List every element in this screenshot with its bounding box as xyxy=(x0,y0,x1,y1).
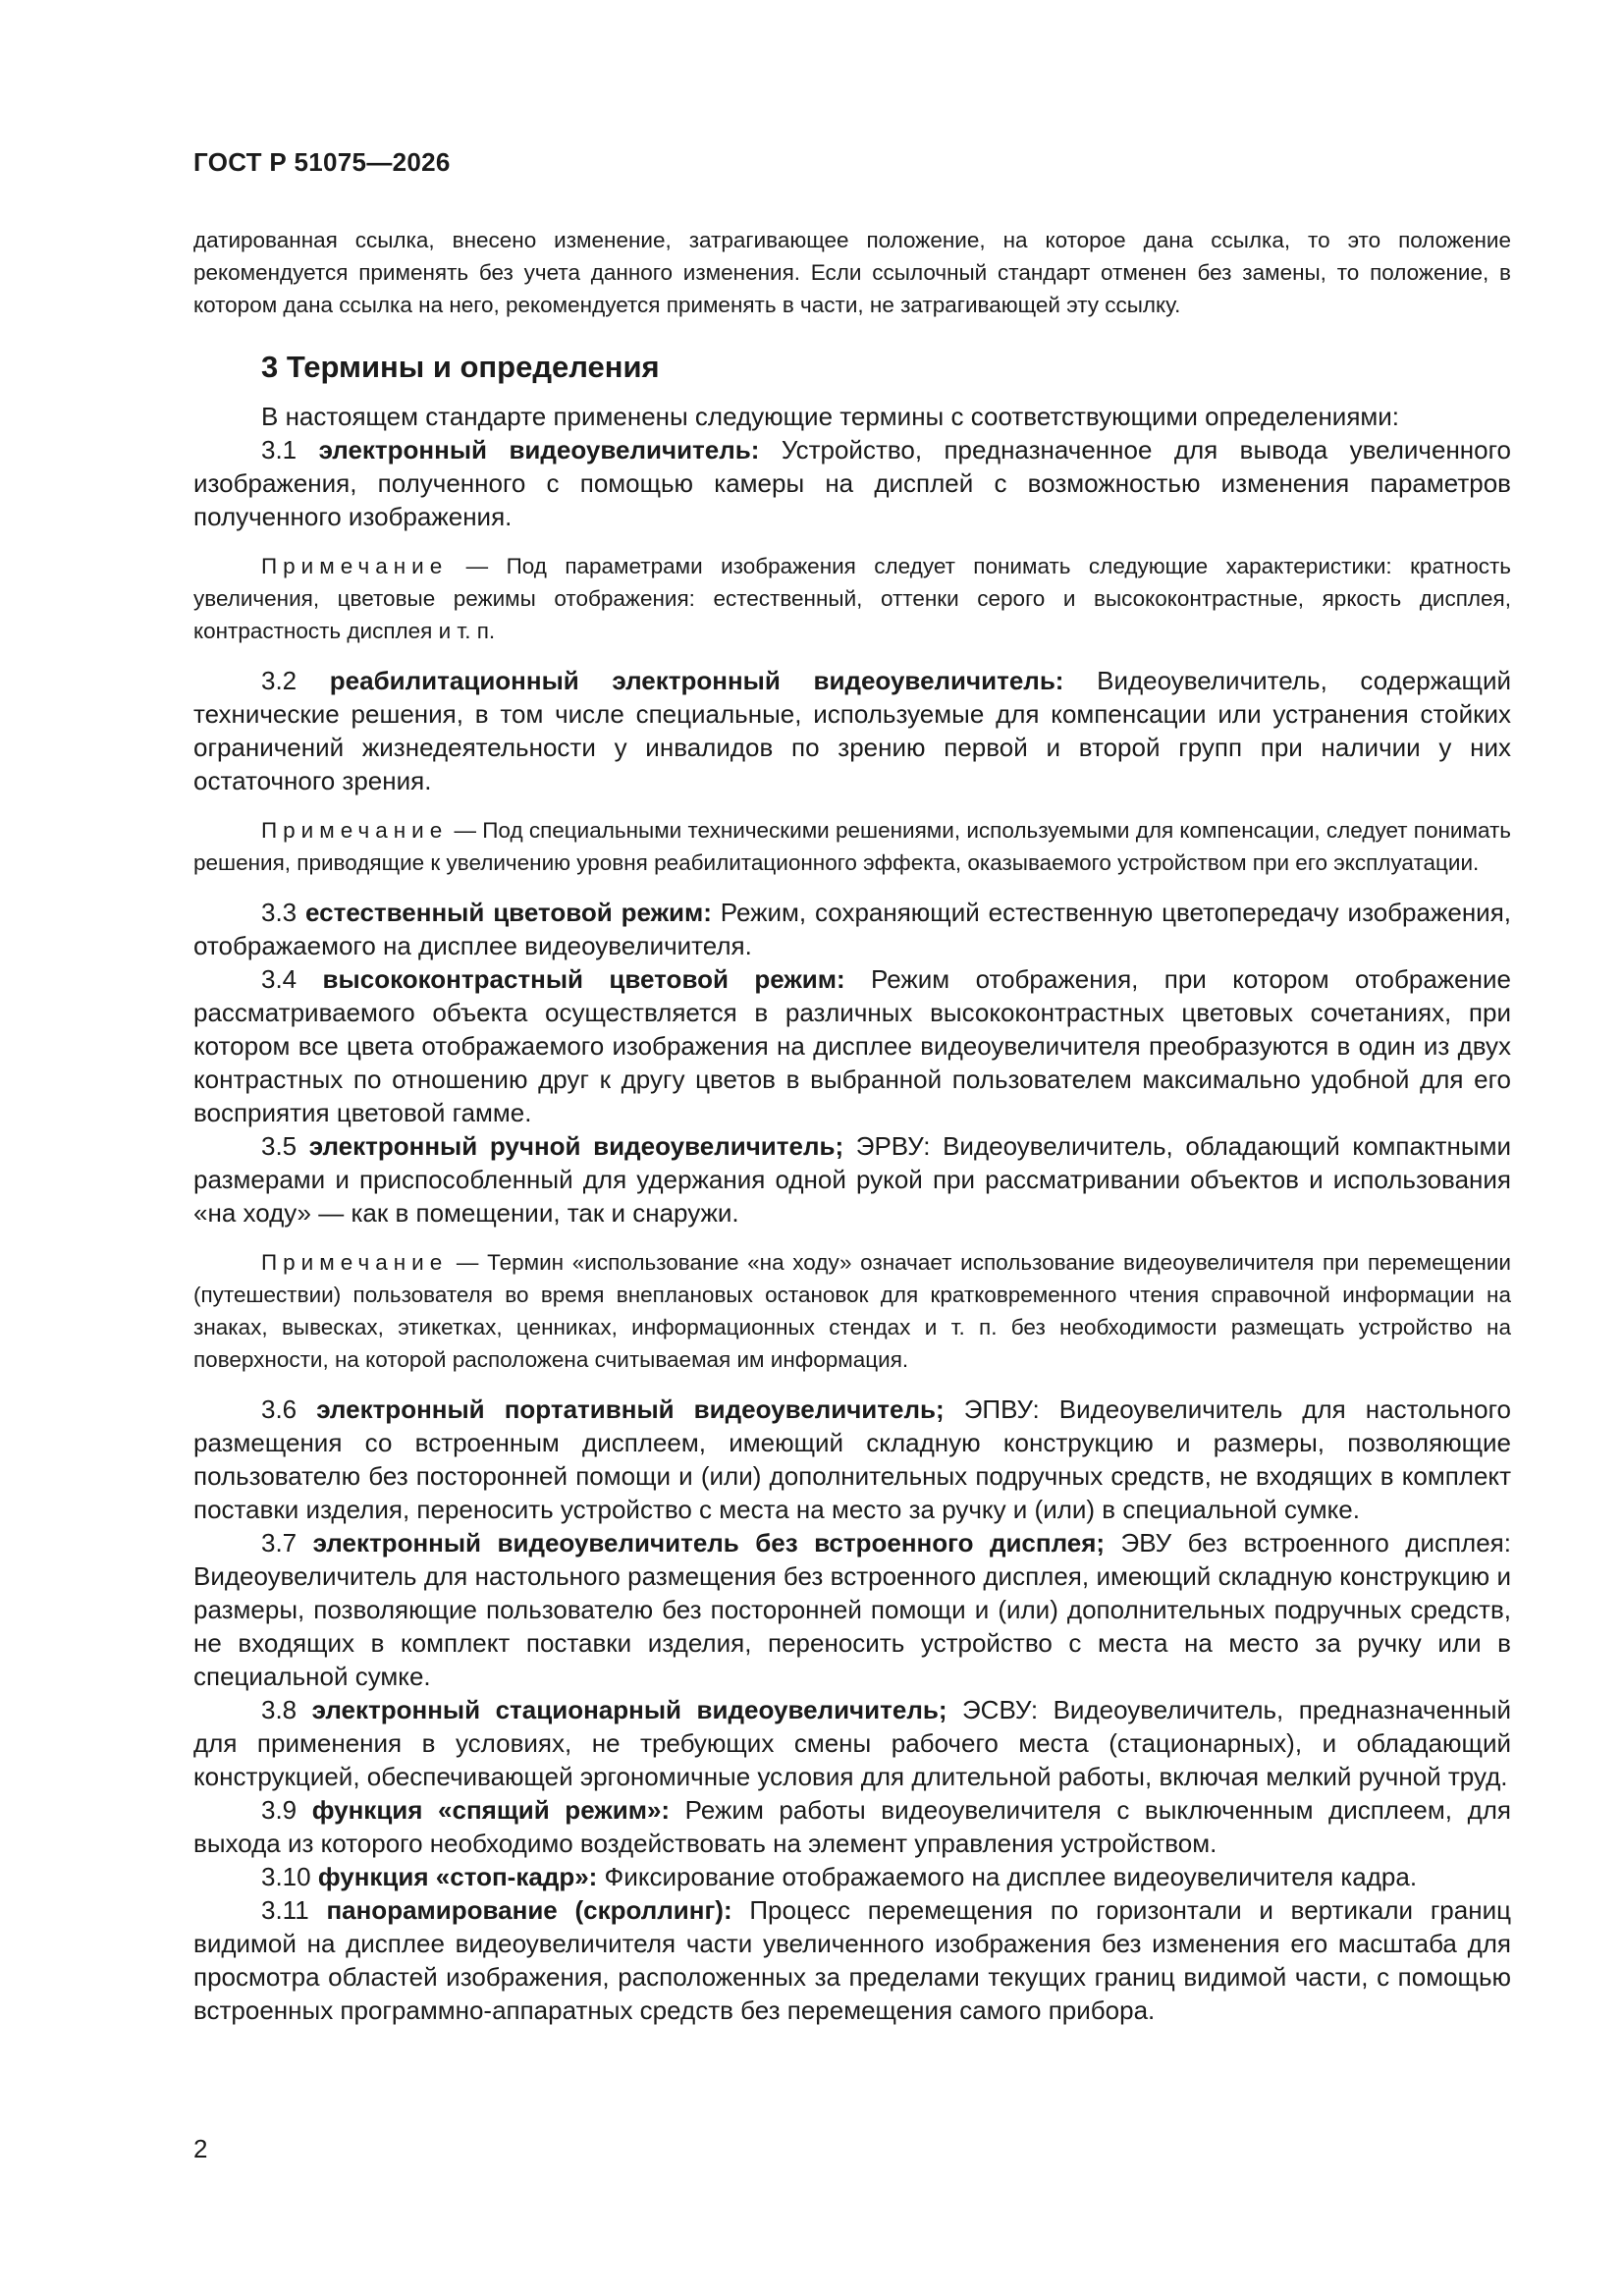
term-number: 3.8 xyxy=(261,1695,298,1724)
term-definition: Режим, сохраняющий естественную цветопередачу изображения, отображаемого на дисплее видеоувеличителя. xyxy=(193,898,1512,960)
term-3-10 xyxy=(193,1860,1511,1893)
note-text: — Под параметрами изображения следует понимать следующие характеристики: кратность увеличения, цветовые режимы отображения: естественный, оттенки серого и высококонтрастные, яркость дисплея, контрастность дисплея и т. п. xyxy=(193,554,1511,643)
intro-paragraph: датированная ссылка, внесено изменение, затрагивающее положение, на которое дана ссылка, то это положение рекомендуется применять без учета данного изменения. Если ссылочный стандарт отменен без замены, то положение, в котором дана ссылка на него, рекомендуется применять в части, не затрагивающей эту ссылку. xyxy=(193,228,1511,317)
section-title: 3 Термины и определения xyxy=(261,350,660,384)
term-3-7 xyxy=(193,1526,1511,1693)
term-3-4 xyxy=(193,962,1511,1129)
section-lead: В настоящем стандарте применены следующие термины с соответствующими определениями: xyxy=(261,402,1400,431)
term-name: электронный стационарный видеоувеличитель; xyxy=(311,1695,947,1724)
term-definition: Режим работы видеоувеличителя с выключенным дисплеем, для выхода из которого необходимо воздействовать на элемент управления устройством. xyxy=(193,1795,1511,1858)
term-name: функция «стоп-кадр»: xyxy=(317,1862,598,1891)
term-definition: ЭРВУ: Видеоувеличитель, обладающий компактными размерами и приспособленный для удержания одной рукой при рассматривании объектов и использования «на ходу» — как в помещении, так и снаружи. xyxy=(193,1131,1511,1228)
term-3-3 xyxy=(193,896,1511,962)
term-name: естественный цветовой режим: xyxy=(305,898,712,927)
term-name: реабилитационный электронный видеоувеличитель: xyxy=(329,666,1064,695)
term-number: 3.9 xyxy=(261,1795,298,1825)
term-3-2 xyxy=(193,664,1511,797)
term-definition: Устройство, предназначенное для вывода увеличенного изображения, полученного с помощью камеры на дисплей с возможностью изменения параметров полученного изображения. xyxy=(193,435,1511,531)
note-3 xyxy=(193,1246,1511,1376)
note-label: Примечание xyxy=(261,818,449,843)
term-number: 3.3 xyxy=(261,898,298,927)
term-definition: ЭВУ без встроенного дисплея: Видеоувеличитель для настольного размещения без встроенного дисплея, имеющий складную конструкцию и размеры, позволяющие пользователю без посторонней помощи и (или) дополнительных подручных средств, не входящих в комплект поставки изделия, переносить устройство с места на место за ручку или в специальной сумке. xyxy=(193,1528,1511,1691)
term-number: 3.7 xyxy=(261,1528,298,1558)
term-name: функция «спящий режим»: xyxy=(311,1795,671,1825)
page-body xyxy=(193,224,1511,2027)
note-label: Примечание xyxy=(261,1250,449,1275)
term-3-8 xyxy=(193,1693,1511,1793)
term-3-6 xyxy=(193,1393,1511,1526)
term-3-11 xyxy=(193,1893,1511,2027)
term-number: 3.5 xyxy=(261,1131,298,1161)
term-definition: Видеоувеличитель, содержащий технические решения, в том числе специальные, используемые для компенсации или устранения стойких ограничений жизнедеятельности у инвалидов по зрению первой и второй групп при наличии у них остаточного зрения. xyxy=(193,666,1511,795)
term-number: 3.2 xyxy=(261,666,298,695)
term-name: электронный видеоувеличитель: xyxy=(318,435,760,465)
term-name: высококонтрастный цветовой режим: xyxy=(322,964,845,994)
term-number: 3.4 xyxy=(261,964,298,994)
note-1 xyxy=(193,550,1511,647)
term-name: панорамирование (скроллинг): xyxy=(326,1895,732,1925)
note-text: — Термин «использование «на ходу» означает использование видеоувеличителя при перемещении (путешествии) пользователя во время внеплановых остановок для кратковременного чтения справочной информации на знаках, вывесках, этикетках, ценниках, информационных стендах и т. п. без необходимости размещать устройство на поверхности, на которой расположена считываемая им информация. xyxy=(193,1250,1511,1372)
term-definition: ЭПВУ: Видеоувеличитель для настольного размещения со встроенным дисплеем, имеющий складную конструкцию и размеры, позволяющие пользователю без посторонней помощи и (или) дополнительных подручных средств, не входящих в комплект поставки изделия, переносить устройство с места на место за ручку и (или) в специальной сумке. xyxy=(193,1394,1511,1524)
term-definition: Процесс перемещения по горизонтали и вертикали границ видимой на дисплее видеоувеличителя части увеличенного изображения без изменения его масштаба для просмотра областей изображения, расположенных за пределами текущих границ видимой части, с помощью встроенных программно-аппаратных средств без перемещения самого прибора. xyxy=(193,1895,1511,2025)
term-definition: Фиксирование отображаемого на дисплее видеоувеличителя кадра. xyxy=(597,1862,1418,1891)
term-3-9 xyxy=(193,1793,1511,1860)
note-label: Примечание xyxy=(261,554,449,578)
term-name: электронный портативный видеоувеличитель; xyxy=(316,1394,945,1424)
term-definition: ЭСВУ: Видеоувеличитель, предназначенный для применения в условиях, не требующих смены рабочего места (стационарных), и обладающий конструкцией, обеспечивающей эргономичные условия для длительной работы, включая мелкий ручной труд. xyxy=(193,1695,1511,1791)
term-number: 3.10 xyxy=(261,1862,311,1891)
term-number: 3.1 xyxy=(261,435,298,465)
term-name: электронный видеоувеличитель без встроенного дисплея; xyxy=(312,1528,1106,1558)
document-header: ГОСТ Р 51075—2026 xyxy=(193,147,451,177)
term-3-5 xyxy=(193,1129,1511,1230)
term-number: 3.6 xyxy=(261,1394,298,1424)
term-name: электронный ручной видеоувеличитель; xyxy=(308,1131,844,1161)
term-number: 3.11 xyxy=(261,1895,309,1925)
term-3-1 xyxy=(193,433,1511,533)
page-number: 2 xyxy=(193,2134,208,2163)
note-2 xyxy=(193,814,1511,879)
term-definition: Режим отображения, при котором отображение рассматриваемого объекта осуществляется в различных высококонтрастных цветовых сочетаниях, при котором все цвета отображаемого изображения на дисплее видеоувеличителя преобразуются в один из двух контрастных по отношению друг к другу цветов в выбранной пользователем максимально удобной для его восприятия цветовой гамме. xyxy=(193,964,1511,1127)
note-text: — Под специальными техническими решениями, используемыми для компенсации, следует понимать решения, приводящие к увеличению уровня реабилитационного эффекта, оказываемого устройством при его эксплуатации. xyxy=(193,818,1511,875)
